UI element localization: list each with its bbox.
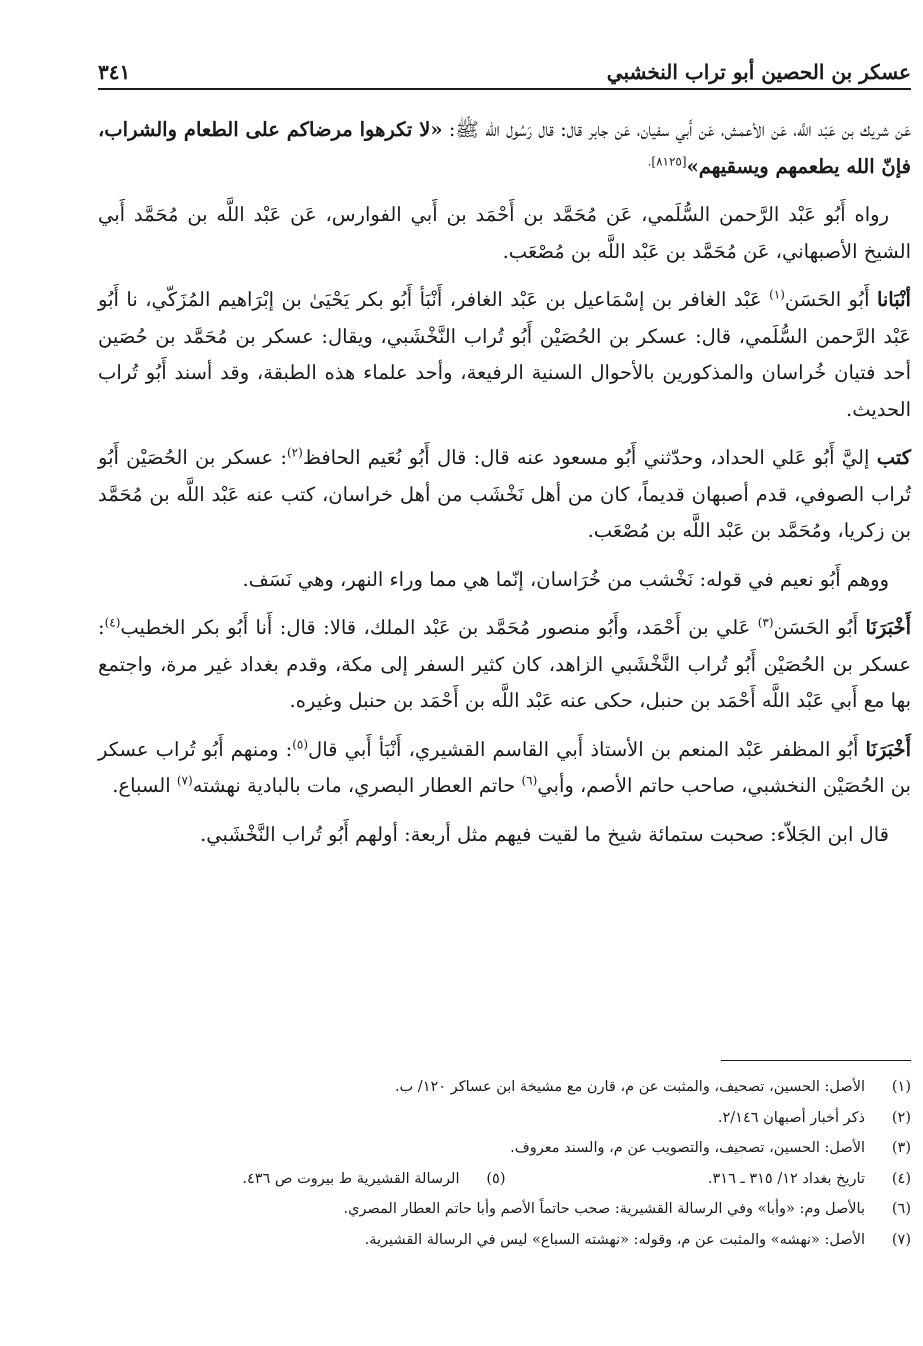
footnote-number: (٦) bbox=[891, 1201, 911, 1217]
paragraph-text: : عسكر بن الحُصَيْن أَبُو تُراب النَّخْشَبي الزاهد، كان كثير السفر إلى مكة، وقدم بغداد غير مرة، واجتمع بها مع أَبي عَبْد اللَّه أَحْمَد بن حنبل، حكى عنه عَبْد اللَّه بن أَحْمَد بن حنبل وغيره. bbox=[98, 616, 911, 712]
footnote-ref[interactable]: (٦) bbox=[521, 773, 538, 788]
paragraph-5 bbox=[98, 562, 911, 599]
paragraph-3 bbox=[98, 282, 911, 428]
footnote-number: (١) bbox=[891, 1079, 911, 1095]
footnote-row bbox=[100, 1164, 911, 1195]
paragraph-text: عَلي بن أَحْمَد، وأَبُو منصور مُحَمَّد بن عَبْد الملك، قالا: قال: أَنا أَبُو بكر الخطيب bbox=[120, 616, 758, 639]
footnote-number: (٧) bbox=[891, 1231, 911, 1248]
paragraph-text: عَن شريك بن عَبْد اللَّه، عَن الأعمش، عَن أَبي سفيان، عَن جابر قال: قال رَسُول الله ﷺ: bbox=[448, 118, 911, 141]
footnote-ref[interactable]: (١) bbox=[769, 287, 785, 302]
footnote-text: الأصل: الحسين، تصحيف، والمثبت عن م، قارن مع مشيخة ابن عساكر ١٢٠/ ب. bbox=[394, 1079, 865, 1095]
footnote-ref[interactable]: (٤) bbox=[104, 615, 121, 630]
footnote-number: (٣) bbox=[891, 1140, 911, 1156]
footnote-ref[interactable]: (٣) bbox=[757, 615, 774, 630]
paragraph-4 bbox=[98, 440, 911, 550]
footnote-ref[interactable]: (٢) bbox=[286, 445, 303, 460]
footnote-ref[interactable]: (٥) bbox=[292, 737, 309, 751]
main-text bbox=[98, 112, 911, 865]
footnote bbox=[506, 1164, 912, 1195]
footnote-text: الأصل: «نهشه» والمثبت عن م، وقوله: «نهشته السباع» ليس في الرسالة القشيرية. bbox=[364, 1231, 865, 1248]
paragraph-text: أَبُو المظفر عَبْد المنعم بن الأستاذ أَبي القاسم القشيري، أَنْبَأ أَبي قال bbox=[308, 737, 866, 761]
hadith-quote: «لا تكرهوا مرضاكم على الطعام والشراب، فإنّ الله يطعمهم ويسقيهم» bbox=[98, 118, 911, 178]
footnote-separator bbox=[721, 1060, 911, 1061]
footnote bbox=[100, 1194, 911, 1225]
footnote-text: الأصل: الحسين، تصحيف، والتصويب عن م، والسند معروف. bbox=[510, 1140, 865, 1156]
footnote-text: الرسالة القشيرية ط بيروت ص ٤٣٦. bbox=[242, 1170, 460, 1187]
paragraph-text: ووهم أَبُو نعيم في قوله: نَخْشب من خُرَاسان، إنّما هي مما وراء النهر، وهي نَسَف. bbox=[242, 567, 889, 591]
paragraph-text: حاتم العطار البصري، مات بالبادية نهشته bbox=[192, 774, 522, 797]
paragraph-text: قال ابن الجَلاّء: صحبت ستمائة شيخ ما لقيت فيهم مثل أربعة: أولهم أَبُو تُراب النَّخْشَبي. bbox=[200, 822, 889, 846]
footnote bbox=[100, 1133, 911, 1164]
paragraph-text: : عسكر بن الحُصَيْن أَبُو تُراب الصوفي، قدم أصبهان قديماً، كان من أهل نَخْشَب من أهل خراسان، كتب عنه عَبْد اللَّه بن مُحَمَّد بن زكريا، ومُحَمَّد بن عَبْد اللَّه بن مُصْعَب. bbox=[98, 446, 911, 542]
footnote bbox=[100, 1103, 911, 1134]
footnotes bbox=[100, 1072, 911, 1255]
footnote-number: (٥) bbox=[486, 1170, 506, 1187]
page-number: ٣٤١ bbox=[98, 60, 131, 84]
transmission-keyword: أنْبَانا bbox=[876, 288, 911, 311]
paragraph-1 bbox=[98, 112, 911, 185]
paragraph-text: أَبُو الحَسَن bbox=[784, 288, 877, 311]
paragraph-2 bbox=[98, 197, 911, 270]
footnote-number: (٢) bbox=[891, 1109, 911, 1126]
hadith-number: [٨١٢٥]. bbox=[647, 154, 687, 168]
paragraph-text: السباع. bbox=[112, 774, 177, 797]
paragraph-text: عَبْد الغافر بن إسْمَاعيل بن عَبْد الغافر، أَنْبَأ أَبُو بكر يَحْيَىٰ بن إبْرَاهيم المُزَكّي، نا أَبُو عَبْد الرَّحمن السُّلَمي، قال: عسكر بن الحُصَيْن أَبُو تُراب النَّخْشَبي، ويقال: عسكر بن مُحَمَّد بن حُصَين أحد فتيان خُراسان والمذكورين بالأحوال السنية الرفيعة، وأحد علماء هذه الطبقة، وقد أسند أَبُو تُراب الحديث. bbox=[98, 288, 911, 421]
footnote bbox=[100, 1072, 911, 1103]
paragraph-text: رواه أَبُو عَبْد الرَّحمن السُّلَمي، عَن مُحَمَّد بن أَحْمَد بن أَبي الفوارس، عَن عَبْد اللَّه بن مُحَمَّد أَبي الشيخ الأصبهاني، عَن مُحَمَّد بن عَبْد اللَّه بن مُصْعَب. bbox=[98, 203, 911, 263]
paragraph-8 bbox=[98, 817, 911, 854]
footnote bbox=[100, 1164, 506, 1195]
paragraph-text: إليَّ أَبُو عَلي الحداد، وحدّثني أَبُو مسعود عنه قال: قال أَبُو نُعَيم الحافظ bbox=[302, 446, 877, 469]
footnote-text: ذكر أخبار أصبهان ٢/١٤٦. bbox=[717, 1109, 865, 1126]
transmission-keyword: كتب bbox=[876, 446, 912, 469]
paragraph-7 bbox=[98, 732, 911, 805]
footnote-text: بالأصل وم: «وأبا» وفي الرسالة القشيرية: صحب حاتماً الأصم وأبا حاتم العطار المصري. bbox=[343, 1201, 865, 1217]
paragraph-text: : ومنهم أَبُو تُراب عسكر بن الحُصَيْن النخشبي، صاحب حاتم الأصم، وأبي bbox=[98, 737, 911, 797]
transmission-keyword: أَخْبَرَنَا bbox=[865, 616, 911, 639]
footnote-text: تاريخ بغداد ١٢/ ٣١٥ ـ ٣١٦. bbox=[707, 1170, 865, 1187]
transmission-keyword: أَخْبَرَنَا bbox=[865, 737, 912, 761]
footnote-ref[interactable]: (٧) bbox=[176, 773, 193, 788]
running-header bbox=[98, 44, 911, 90]
footnote-number: (٤) bbox=[891, 1170, 911, 1187]
header-title: عسكر بن الحصين أبو تراب النخشبي bbox=[606, 60, 911, 84]
footnote bbox=[100, 1225, 911, 1256]
paragraph-6 bbox=[98, 610, 911, 720]
paragraph-text: أَبُو الحَسَن bbox=[773, 616, 866, 639]
